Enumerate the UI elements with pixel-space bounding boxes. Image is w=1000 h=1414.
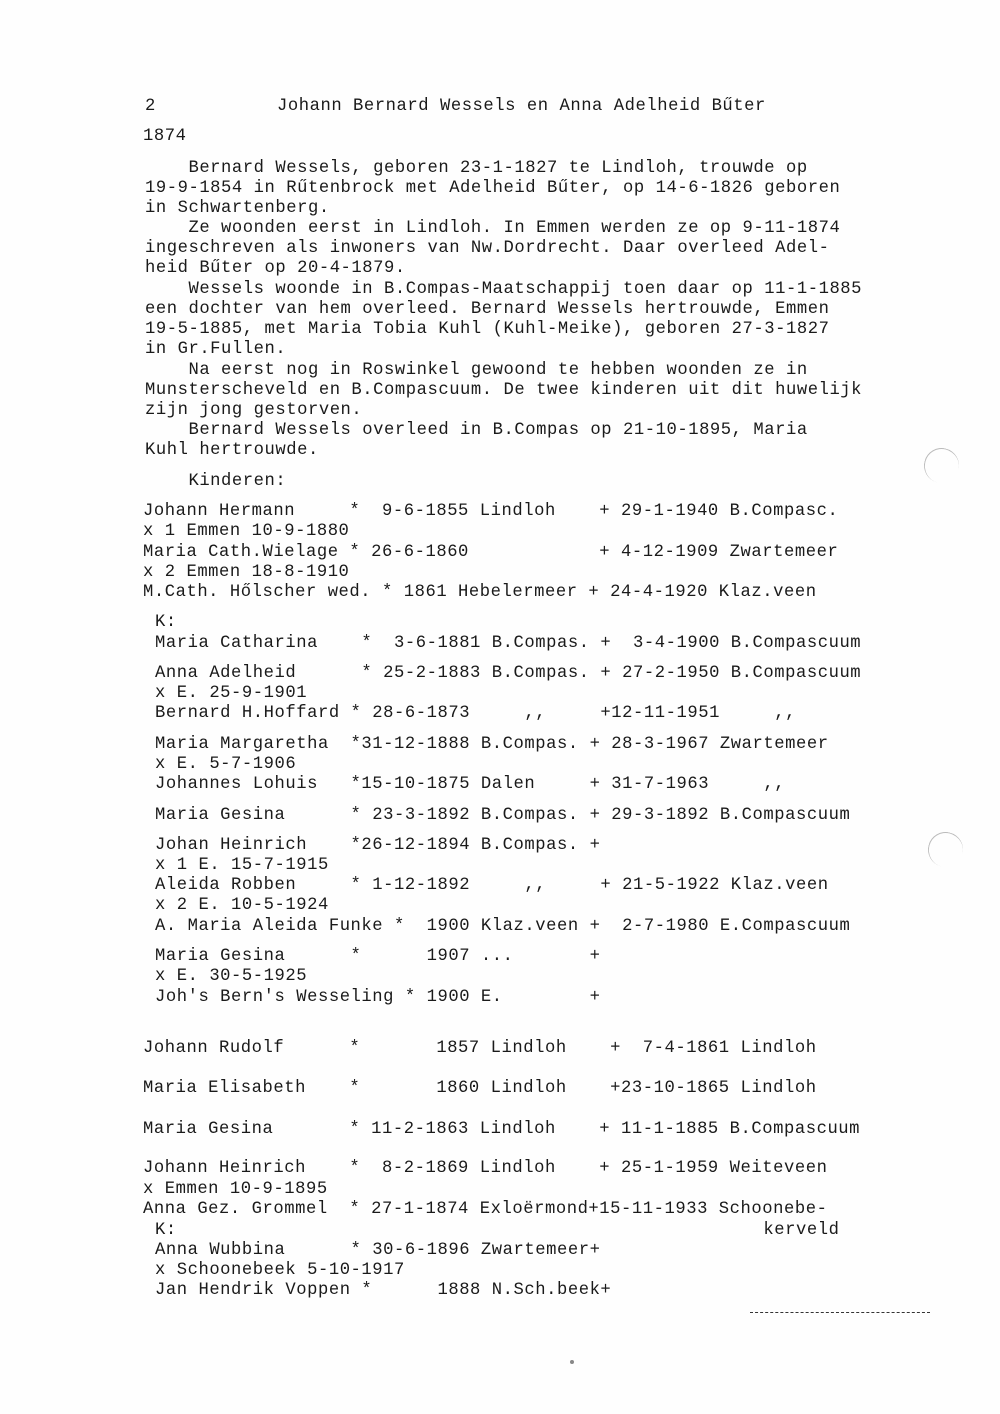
family-line: x 2 E. 10-5-1924 bbox=[155, 896, 329, 915]
closing-dash-rule bbox=[750, 1312, 930, 1313]
kinderen-label: Kinderen: bbox=[145, 472, 287, 491]
paragraph-line: Kuhl hertrouwde. bbox=[145, 441, 319, 460]
paragraph-line: Wessels woonde in B.Compas-Maatschappij toen daar op 11-1-1885 bbox=[145, 280, 863, 299]
family-line: Aleida Robben * 1-12-1892 ,, + 21-5-1922 Klaz.veen bbox=[155, 876, 829, 895]
paragraph-line: Bernard Wessels overleed in B.Compas op 21-10-1895, Maria bbox=[145, 421, 808, 440]
paragraph-line: in Schwartenberg. bbox=[145, 199, 330, 218]
family-line: Maria Margaretha *31-12-1888 B.Compas. + 28-3-1967 Zwartemeer bbox=[155, 735, 829, 754]
family-line: Bernard H.Hoffard * 28-6-1873 ,, +12-11-1951 ,, bbox=[155, 704, 796, 723]
family-line: x 1 Emmen 10-9-1880 bbox=[143, 522, 350, 541]
family-line: K: bbox=[155, 613, 177, 632]
family-line: Johann Heinrich * 8-2-1869 Lindloh + 25-1-1959 Weiteveen bbox=[143, 1159, 828, 1178]
year-heading: 1874 bbox=[143, 127, 187, 146]
family-line: Johan Heinrich *26-12-1894 B.Compas. + bbox=[155, 836, 601, 855]
family-line: Maria Cath.Wielage * 26-6-1860 + 4-12-1909 Zwartemeer bbox=[143, 543, 839, 562]
family-line: M.Cath. Hőlscher wed. * 1861 Hebelermeer + 24-4-1920 Klaz.veen bbox=[143, 583, 817, 602]
family-line: Johann Hermann * 9-6-1855 Lindloh + 29-1-1940 B.Compasc. bbox=[143, 502, 839, 521]
family-line: Maria Gesina * 23-3-1892 B.Compas. + 29-3-1892 B.Compascuum bbox=[155, 806, 851, 825]
family-line: K: kerveld bbox=[155, 1221, 840, 1240]
paragraph-line: Ze woonden eerst in Lindloh. In Emmen werden ze op 9-11-1874 bbox=[145, 219, 841, 238]
punch-hole-mark bbox=[924, 828, 967, 871]
family-line: x 2 Emmen 18-8-1910 bbox=[143, 563, 350, 582]
family-line: Johann Rudolf * 1857 Lindloh + 7-4-1861 Lindloh bbox=[143, 1039, 817, 1058]
family-line: Maria Gesina * 11-2-1863 Lindloh + 11-1-1885 B.Compascuum bbox=[143, 1120, 861, 1139]
family-line: Anna Wubbina * 30-6-1896 Zwartemeer+ bbox=[155, 1241, 601, 1260]
family-line: x 1 E. 15-7-1915 bbox=[155, 856, 329, 875]
stray-ink-dot bbox=[570, 1360, 574, 1364]
page-title: Johann Bernard Wessels en Anna Adelheid Bűter bbox=[277, 97, 766, 116]
family-line: Maria Catharina * 3-6-1881 B.Compas. + 3-4-1900 B.Compascuum bbox=[155, 634, 862, 653]
page-number: 2 bbox=[145, 97, 156, 116]
family-line: Jan Hendrik Voppen * 1888 N.Sch.beek+ bbox=[155, 1281, 612, 1300]
paragraph-line: ingeschreven als inwoners van Nw.Dordrecht. Daar overleed Adel- bbox=[145, 239, 830, 258]
family-line: x E. 30-5-1925 bbox=[155, 967, 308, 986]
paragraph-line: 19-9-1854 in Rűtenbrock met Adelheid Bűter, op 14-6-1826 geboren bbox=[145, 179, 841, 198]
family-line: Joh's Bern's Wesseling * 1900 E. + bbox=[155, 988, 601, 1007]
family-line: Maria Gesina * 1907 ... + bbox=[155, 947, 601, 966]
paragraph-line: een dochter van hem overleed. Bernard Wessels hertrouwde, Emmen bbox=[145, 300, 830, 319]
family-line: A. Maria Aleida Funke * 1900 Klaz.veen + 2-7-1980 E.Compascuum bbox=[155, 917, 851, 936]
family-line: x Emmen 10-9-1895 bbox=[143, 1180, 328, 1199]
paragraph-line: Na eerst nog in Roswinkel gewoond te hebben woonden ze in bbox=[145, 361, 808, 380]
family-line: x E. 5-7-1906 bbox=[155, 755, 297, 774]
paragraph-line: zijn jong gestorven. bbox=[145, 401, 363, 420]
family-line: x E. 25-9-1901 bbox=[155, 684, 308, 703]
punch-hole-mark bbox=[920, 444, 963, 487]
paragraph-line: Bernard Wessels, geboren 23-1-1827 te Lindloh, trouwde op bbox=[145, 159, 808, 178]
paragraph-line: Munsterscheveld en B.Compascuum. De twee kinderen uit dit huwelijk bbox=[145, 381, 863, 400]
paragraph-line: in Gr.Fullen. bbox=[145, 340, 287, 359]
family-line: Johannes Lohuis *15-10-1875 Dalen + 31-7-1963 ,, bbox=[155, 775, 786, 794]
paragraph-line: heid Bűter op 20-4-1879. bbox=[145, 259, 406, 278]
family-line: Maria Elisabeth * 1860 Lindloh +23-10-1865 Lindloh bbox=[143, 1079, 817, 1098]
family-line: Anna Adelheid * 25-2-1883 B.Compas. + 27-2-1950 B.Compascuum bbox=[155, 664, 862, 683]
family-line: Anna Gez. Grommel * 27-1-1874 Exloërmond+15-11-1933 Schoonebe- bbox=[143, 1200, 828, 1219]
family-line: x Schoonebeek 5-10-1917 bbox=[155, 1261, 405, 1280]
paragraph-line: 19-5-1885, met Maria Tobia Kuhl (Kuhl-Meike), geboren 27-3-1827 bbox=[145, 320, 830, 339]
